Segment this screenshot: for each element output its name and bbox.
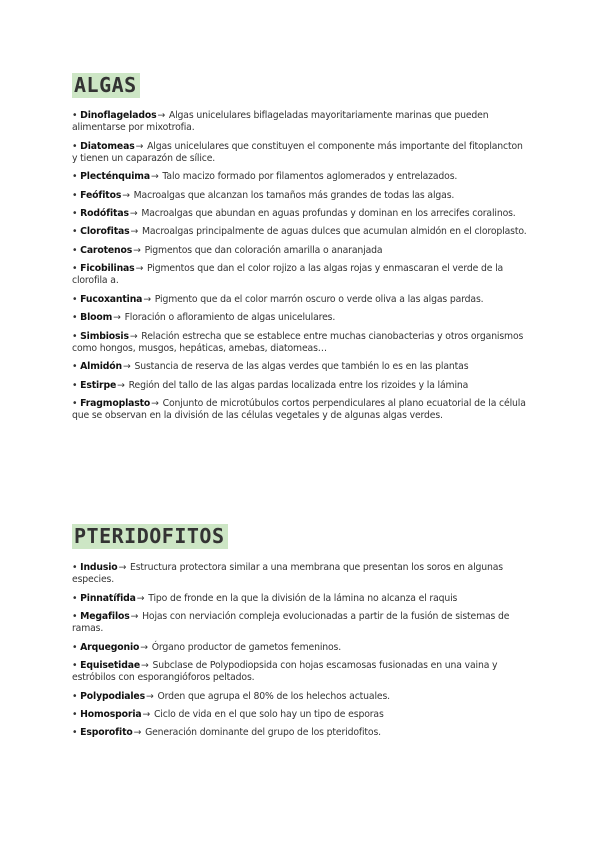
glossary-item: • Simbiosis→ Relación estrecha que se establece entre muchas cianobacterias y otros organismos como hongos, musgos, hepáticas, amebas, diatomeas… <box>72 330 524 354</box>
glossary-item: • Clorofitas→ Macroalgas principalmente de aguas dulces que acumulan almidón en el cloroplasto. <box>72 226 527 238</box>
term: Esporofito <box>80 727 133 739</box>
term: Estirpe <box>80 379 117 391</box>
definition: Sustancia de reserva de las algas verdes que también lo es en las plantas <box>134 361 469 373</box>
term: Equisetidae <box>80 659 141 671</box>
glossary-item: • Indusio→ Estructura protectora similar a una membrana que presentan los soros en algunas especies. <box>72 562 504 586</box>
definition: Orden que agrupa el 80% de los helechos actuales. <box>157 690 390 702</box>
glossary-item: • Estirpe→ Región del tallo de las algas pardas localizada entre los rizoides y la lámina <box>72 379 469 391</box>
term: Megafilos <box>80 610 130 622</box>
definition: Relación estrecha que se establece entre muchas cianobacterias y otros organismos como hongos, musgos, hepáticas, amebas, diatomeas… <box>72 330 524 354</box>
definition: Subclase de Polypodiopsida con hojas escamosas fusionadas en una vaina y estróbilos con esporangióforos peltados. <box>72 659 498 684</box>
definition: Órgano productor de gametos femeninos. <box>151 641 342 653</box>
term: Fragmoplasto <box>80 397 151 409</box>
glossary-item: • Megafilos→ Hojas con nerviación compleja evolucionadas a partir de la fusión de sistemas de ramas. <box>72 610 510 635</box>
definition: Macroalgas principalmente de aguas dulces que acumulan almidón en el cloroplasto. <box>141 226 527 238</box>
glossary-item: • Polypodiales→ Orden que agrupa el 80% de los helechos actuales. <box>72 690 390 702</box>
term: Simbiosis <box>80 330 129 342</box>
section-algas <box>72 73 528 428</box>
definition: Hojas con nerviación compleja evolucionadas a partir de la fusión de sistemas de ramas. <box>72 610 510 635</box>
glossary-item: • Dinoflagelados→ Algas unicelulares biflageladas mayoritariamente marinas que pueden alimentarse por mixotrofia. <box>72 110 489 134</box>
glossary-item: • Pinnatífida→ Tipo de fronde en la que la división de la lámina no alcanza el raquis <box>72 592 458 604</box>
glossary-list <box>72 110 528 422</box>
glossary-item: • Bloom→ Floración o afloramiento de algas unicelulares. <box>72 312 336 324</box>
glossary-item: • Fragmoplasto→ Conjunto de microtúbulos cortos perpendiculares al plano ecuatorial de la célula que se observan en la división de las células vegetales y de algunas algas verdes. <box>72 397 526 422</box>
definition: Generación dominante del grupo de los pteridofitos. <box>145 727 381 739</box>
definition: Pigmentos que dan coloración amarilla o anaranjada <box>144 244 383 256</box>
definition: Macroalgas que alcanzan los tamaños más grandes de todas las algas. <box>133 189 455 201</box>
glossary-item: • Esporofito→ Generación dominante del grupo de los pteridofitos. <box>72 727 381 739</box>
glossary-item: • Plecténquima→ Talo macizo formado por filamentos aglomerados y entrelazados. <box>72 171 458 183</box>
section-heading: ALGAS <box>72 73 140 98</box>
term: Indusio <box>80 562 118 573</box>
term: Ficobilinas <box>80 263 135 275</box>
glossary-item: • Rodófitas→ Macroalgas que abundan en aguas profundas y dominan en los arrecifes coralinos. <box>72 207 516 219</box>
term: Fucoxantina <box>80 293 143 305</box>
term: Diatomeas <box>80 140 135 152</box>
definition: Algas unicelulares que constituyen el componente más importante del fitoplancton y tienen un caparazón de sílice. <box>72 140 523 164</box>
definition: Tipo de fronde en la que la división de la lámina no alcanza el raquis <box>148 592 458 604</box>
definition: Ciclo de vida en el que solo hay un tipo de esporas <box>153 708 384 720</box>
definition: Talo macizo formado por filamentos aglomerados y entrelazados. <box>162 171 458 183</box>
term: Almidón <box>80 361 123 373</box>
definition: Conjunto de microtúbulos cortos perpendiculares al plano ecuatorial de la célula que se observan en la división de las células vegetales y de algunas algas verdes. <box>72 397 526 422</box>
glossary-item: • Equisetidae→ Subclase de Polypodiopsida con hojas escamosas fusionadas en una vaina y estróbilos con esporangióforos peltados. <box>72 659 498 684</box>
term: Rodófitas <box>80 207 129 219</box>
glossary-item: • Ficobilinas→ Pigmentos que dan el color rojizo a las algas rojas y enmascaran el verde de la clorofila a. <box>72 263 504 287</box>
term: Arquegonio <box>80 641 140 653</box>
definition: Macroalgas que abundan en aguas profundas y dominan en los arrecifes coralinos. <box>141 207 516 219</box>
definition: Pigmentos que dan el color rojizo a las algas rojas y enmascaran el verde de la clorofila a. <box>72 263 504 287</box>
term: Bloom <box>80 312 113 324</box>
term: Pinnatífida <box>80 592 136 604</box>
definition: Algas unicelulares biflageladas mayoritariamente marinas que pueden alimentarse por mixotrofia. <box>72 110 489 134</box>
glossary-item: • Diatomeas→ Algas unicelulares que constituyen el componente más importante del fitoplancton y tienen un caparazón de sílice. <box>72 140 523 164</box>
definition: Estructura protectora similar a una membrana que presentan los soros en algunas especies. <box>72 562 504 586</box>
term: Clorofitas <box>80 226 130 238</box>
definition: Región del tallo de las algas pardas localizada entre los rizoides y la lámina <box>128 379 469 391</box>
section-heading: PTERIDOFITOS <box>72 524 228 549</box>
glossary-item: • Fucoxantina→ Pigmento que da el color marrón oscuro o verde oliva a las algas pardas. <box>72 293 484 305</box>
term: Feófitos <box>80 189 122 201</box>
glossary-item: • Almidón→ Sustancia de reserva de las algas verdes que también lo es en las plantas <box>72 361 469 373</box>
term: Dinoflagelados <box>80 110 157 121</box>
glossary-item: • Carotenos→ Pigmentos que dan coloración amarilla o anaranjada <box>72 244 383 256</box>
term: Homosporia <box>80 708 142 720</box>
term: Plecténquima <box>80 171 150 183</box>
glossary-item: • Arquegonio→ Órgano productor de gametos femeninos. <box>72 641 342 653</box>
definition: Pigmento que da el color marrón oscuro o verde oliva a las algas pardas. <box>154 293 484 305</box>
term: Carotenos <box>80 244 133 256</box>
term: Polypodiales <box>80 690 145 702</box>
section-pteridofitos <box>72 524 528 746</box>
definition: Floración o afloramiento de algas unicelulares. <box>124 312 336 324</box>
glossary-item: • Feófitos→ Macroalgas que alcanzan los tamaños más grandes de todas las algas. <box>72 189 455 201</box>
glossary-list <box>72 562 528 740</box>
glossary-item: • Homosporia→ Ciclo de vida en el que solo hay un tipo de esporas <box>72 708 384 720</box>
